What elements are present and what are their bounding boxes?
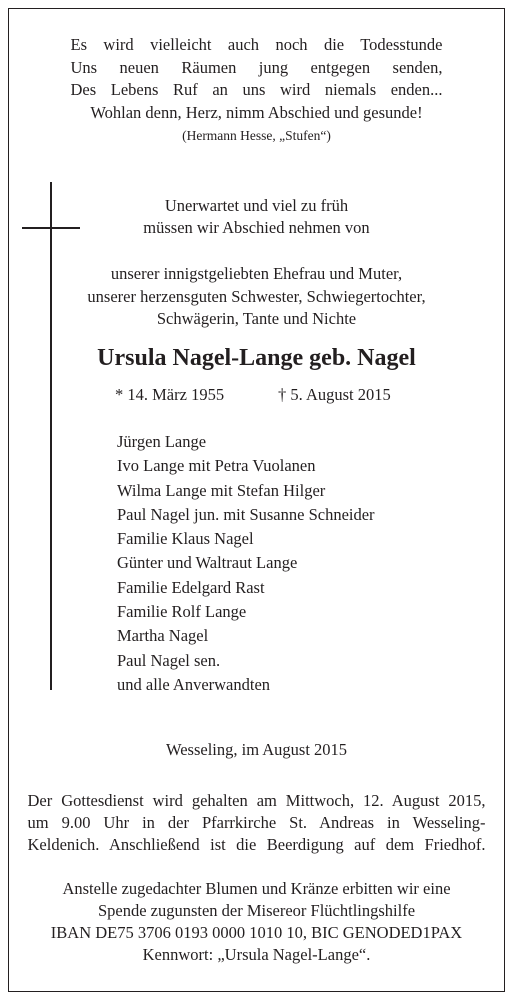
mourner-item: Martha Nagel xyxy=(117,626,209,646)
relation-line: unserer herzensguten Schwester, Schwiegertochter, xyxy=(87,286,426,306)
mourner-item: Familie Edelgard Rast xyxy=(117,577,265,597)
mourners-list xyxy=(117,430,375,697)
mourner-item: Jürgen Lange xyxy=(117,432,207,451)
poem-line: Es wird vielleicht auch noch die Todesstunde xyxy=(70,35,443,54)
intro-line: Unerwartet und viel zu früh xyxy=(164,196,349,215)
service-info xyxy=(0,790,513,856)
deceased-name: Ursula Nagel-Lange geb. Nagel xyxy=(97,345,416,371)
mourner-item: Paul Nagel sen. xyxy=(117,650,221,670)
service-line: Der Gottesdienst wird gehalten am Mittwoch, 12. August 2015, xyxy=(27,791,486,810)
relation-text xyxy=(0,263,513,331)
mourner-item: Günter und Waltraut Lange xyxy=(117,553,298,573)
cross-icon xyxy=(50,182,52,690)
relation-line: unserer innigstgeliebten Ehefrau und Muter, xyxy=(110,264,403,283)
intro-text xyxy=(0,195,513,239)
poem xyxy=(0,34,513,124)
donation-line: Kennwort: „Ursula Nagel-Lange“. xyxy=(142,945,371,964)
service-line: um 9.00 Uhr in der Pfarrkirche St. Andreas in Wesseling- xyxy=(27,813,486,832)
service-line: Keldenich. Anschließend ist die Beerdigung auf dem Friedhof. xyxy=(27,835,486,854)
mourner-item: und alle Anverwandten xyxy=(117,674,271,694)
death-date: † 5. August 2015 xyxy=(278,385,391,404)
donation-info xyxy=(0,878,513,966)
place-date: Wesseling, im August 2015 xyxy=(165,740,348,759)
birth-date: * 14. März 1955 xyxy=(115,385,225,404)
mourner-item: Paul Nagel jun. mit Susanne Schneider xyxy=(117,504,375,524)
relation-line: Schwägerin, Tante und Nichte xyxy=(156,309,357,328)
mourner-item: Wilma Lange mit Stefan Hilger xyxy=(117,480,326,500)
mourner-item: Ivo Lange mit Petra Vuolanen xyxy=(117,456,316,476)
poem-line: Wohlan denn, Herz, nimm Abschied und gesunde! xyxy=(90,102,423,122)
donation-line: IBAN DE75 3706 0193 0000 1010 10, BIC GENODED1PAX xyxy=(50,923,463,942)
intro-line: müssen wir Abschied nehmen von xyxy=(143,218,370,237)
mourner-item: Familie Klaus Nagel xyxy=(117,529,254,549)
poem-line: Des Lebens Ruf an uns wird niemals enden... xyxy=(70,80,443,99)
poem-source: (Hermann Hesse, „Stufen“) xyxy=(182,128,331,143)
donation-line: Anstelle zugedachter Blumen und Kränze erbitten wir eine xyxy=(62,879,451,898)
donation-line: Spende zugunsten der Misereor Flüchtlingshilfe xyxy=(97,901,416,920)
poem-line: Uns neuen Räumen jung entgegen senden, xyxy=(70,57,443,77)
mourner-item: Familie Rolf Lange xyxy=(117,602,247,622)
